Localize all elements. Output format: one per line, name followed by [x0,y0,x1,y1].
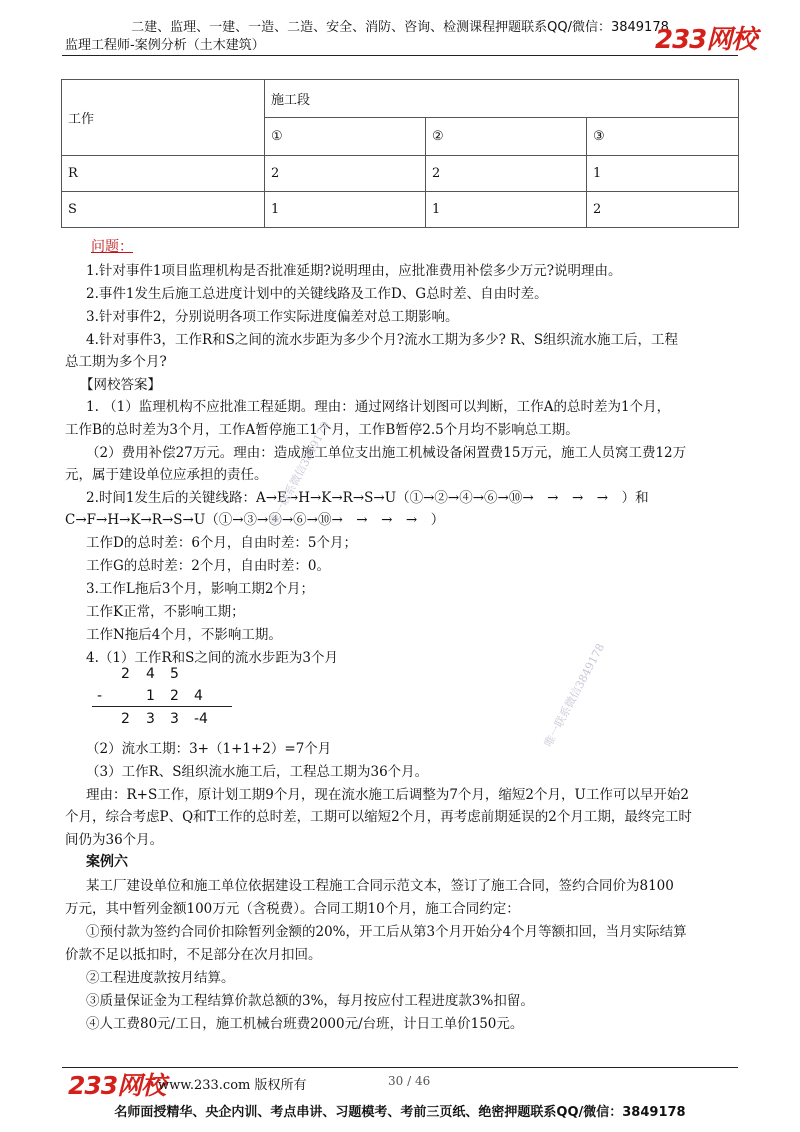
questions-title: 问题： [91,239,133,255]
answer-3-line2: 工作K正常，不影响工期； [86,604,245,620]
reason-line1: 理由：R+S工作，原计划工期9个月，现在流水施工后调整为7个月，缩短2个月，U工作可以早开始2 [86,787,689,803]
header-subtitle: 监理工程师-案例分析（土木建筑） [65,38,265,53]
case-line2: 万元，其中暂列金额100万元（含税费）。合同工期10个月，施工合同约定： [65,901,520,917]
row-cell: 2 [587,192,739,228]
calc-value: 3 [170,711,179,727]
reason-line3: 间仍为36个月。 [65,832,164,848]
question-4-line2: 总工期为多个月? [65,354,167,370]
calc-value: 1 [146,688,155,704]
row-cell: 2 [265,156,426,192]
answer-1-line2: 工作B的总时差为3个月，工作A暂停施工1个月，工作B暂停2.5个月均不影响总工期。 [65,422,579,438]
watermark: 唯一联系微信3849178 [266,419,333,528]
footer-logo: 233网校 [68,1071,166,1100]
case-line4: 价款不足以抵扣时，不足部分在次月扣回。 [65,947,322,963]
answer-4-line1: 4.（1）工作R和S之间的流水步距为3个月 [86,650,338,666]
calc-value: 2 [121,666,130,682]
row-cell: 1 [587,156,739,192]
calc-value: -4 [194,711,208,727]
footer-promo: 名师面授精华、央企内训、考点串讲、习题模考、考前三页纸、绝密押题联系QQ/微信：3849178 [114,1105,686,1120]
calc-value: 4 [146,666,155,682]
row-name: R [62,156,265,192]
brand-logo: 233网校 [655,25,757,55]
answer-2-line1: 2.时间1发生后的关键线路：A→E→H→K→R→S→U（①→②→④→⑥→⑩→ → → → ）和 [86,490,649,506]
calc-rule [92,706,232,707]
question-1: 1.针对事件1项目监理机构是否批准延期?说明理由，应批准费用补偿多少万元?说明理由。 [86,263,622,279]
page-number: 30 / 46 [388,1074,431,1088]
answer-2-line3: 工作D的总时差：6个月，自由时差：5个月； [86,535,358,551]
question-3: 3.针对事件2，分别说明各项工作实际进度偏差对总工期影响。 [86,309,459,325]
case-line5: ②工程进度款按月结算。 [86,970,235,986]
watermark: 唯一联系微信3849178 [541,641,608,750]
answer-2-line4: 工作G的总时差：2个月，自由时差：0。 [86,558,330,574]
row-name: S [62,192,265,228]
segment-header: ③ [587,118,739,156]
answer-1-line1: 1. （1）监理机构不应批准工程延期。理由：通过网络计划图可以判断，工作A的总时差为1个月， [86,399,671,415]
calc-value: 2 [170,688,179,704]
answer-4-line3: （3）工作R、S组织流水施工后，工程总工期为36个月。 [86,764,429,780]
work-col-header: 工作 [62,80,265,156]
answer-2-line2: C→F→H→K→R→S→U（①→③→④→⑥→⑩→ → → → ） [65,512,445,528]
question-2: 2.事件1发生后施工总进度计划中的关键线路及工作D、G总时差、自由时差。 [86,286,548,302]
segment-group-header: 施工段 [265,80,739,118]
calc-value: 3 [146,711,155,727]
header-promo: 二建、监理、一建、一造、二造、安全、消防、咨询、检测课程押题联系QQ/微信：3849178 [131,20,669,35]
question-4-line1: 4.针对事件3，工作R和S之间的流水步距为多少个月?流水工期为多少? R、S组织流水施工后，工程 [86,332,679,348]
case-line7: ④人工费80元/工日，施工机械台班费2000元/台班，计日工单价150元。 [86,1016,524,1032]
row-cell: 1 [426,192,587,228]
answer-title: 【网校答案】 [80,377,161,393]
case-line3: ①预付款为签约合同价扣除暂列金额的20%，开工后从第3个月开始分4个月等额扣回，当月实际结算 [86,924,687,940]
calc-value: 5 [170,666,179,682]
answer-4-line2: （2）流水工期：3+（1+1+2）=7个月 [86,741,332,757]
segment-header: ② [426,118,587,156]
construction-table [61,79,739,228]
case-line6: ③质量保证金为工程结算价款总额的3%，每月按应付工程进度款3%扣留。 [86,993,534,1009]
case-title: 案例六 [86,854,128,870]
header-rule [62,55,738,56]
segment-header: ① [265,118,426,156]
answer-3-line3: 工作N拖后4个月，不影响工期。 [86,627,282,643]
answer-1-line3: （2）费用补偿27万元。理由：造成施工单位支出施工机械设备闲置费15万元，施工人员窝工费12万 [86,445,687,461]
case-line1: 某工厂建设单位和施工单位依据建设工程施工合同示范文本，签订了施工合同，签约合同价为8100 [86,878,674,894]
calc-value: 4 [194,688,203,704]
answer-1-line4: 元，属于建设单位应承担的责任。 [65,467,268,483]
calc-minus-sign: - [97,688,103,704]
answer-3-line1: 3.工作L拖后3个月，影响工期2个月； [86,581,315,597]
reason-line2: 个月，综合考虑P、Q和T工作的总时差，工期可以缩短2个月，再考虑前期延误的2个月工期，最终完工时 [65,809,692,825]
row-cell: 1 [265,192,426,228]
table-row [62,156,739,192]
calc-value: 2 [121,711,130,727]
row-cell: 2 [426,156,587,192]
table-row [62,192,739,228]
footer-site: www.233.com 版权所有 [158,1078,307,1093]
